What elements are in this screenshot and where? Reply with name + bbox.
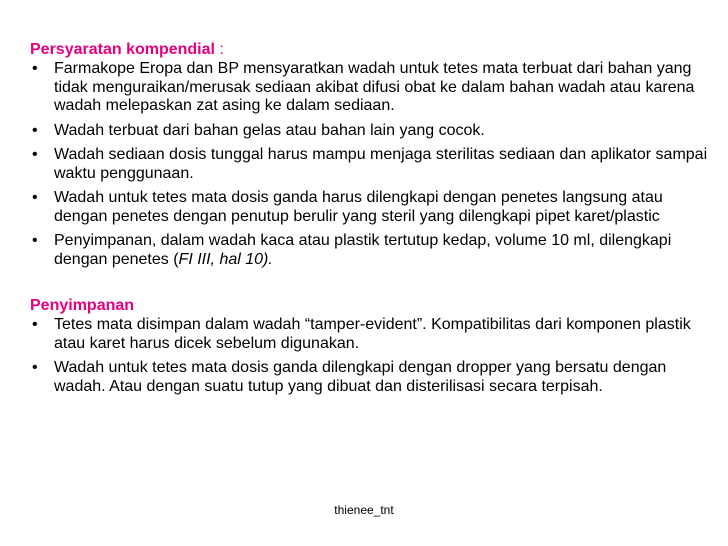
list-item-text: Wadah sediaan dosis tunggal harus mampu menjaga sterilitas sediaan dan aplikator sampai waktu penggunaan. — [54, 146, 708, 182]
footer-credit: thienee_tnt — [334, 503, 394, 517]
bullet-icon: • — [32, 121, 38, 139]
list-item — [30, 60, 710, 116]
bullet-icon: • — [32, 146, 38, 163]
bullet-icon: • — [32, 232, 38, 249]
slide-content — [30, 39, 710, 402]
persyaratan-list — [30, 60, 710, 269]
list-item — [30, 122, 710, 141]
list-item-text: Wadah untuk tetes mata dosis ganda dilengkapi dengan dropper yang bersatu dengan wadah. Atau dengan suatu tutup yang dibuat dan disterilisasi secara terpisah. — [54, 359, 667, 395]
bullet-icon: • — [32, 359, 38, 376]
list-item — [30, 146, 710, 183]
penyimpanan-list — [30, 316, 710, 396]
list-item-text: Wadah terbuat dari bahan gelas atau bahan lain yang cocok. — [54, 121, 485, 139]
bullet-icon: • — [32, 189, 38, 206]
list-item — [30, 316, 710, 353]
section-heading-text: Persyaratan kompendial — [30, 41, 215, 58]
section-heading-colon: : — [214, 41, 224, 58]
list-item-text: Wadah untuk tetes mata dosis ganda harus dilengkapi dengan penetes langsung atau dengan penetes dengan penutup berulir yang steril yang dilengkapi pipet karet/plastic — [54, 189, 663, 225]
section-heading-penyimpanan: Penyimpanan — [30, 297, 135, 314]
section-spacer — [30, 275, 710, 295]
list-item-text: Tetes mata disimpan dalam wadah “tamper-evident”. Kompatibilitas dari komponen plastik atau karet harus dicek sebelum digunakan. — [54, 316, 691, 352]
citation-text: FI III, hal 10). — [178, 250, 273, 268]
list-item-text: Farmakope Eropa dan BP mensyaratkan wadah untuk tetes mata terbuat dari bahan yang tidak menguraikan/merusak sediaan akibat difusi obat ke dalam bahan wadah atau karena wadah melepaskan zat asing ke dalam sediaan. — [54, 60, 695, 114]
list-item — [30, 189, 710, 226]
list-item-text: Penyimpanan, dalam wadah kaca atau plastik tertutup kedap, volume 10 ml, dilengkapi dengan penetes ( — [54, 232, 672, 268]
bullet-icon: • — [32, 316, 38, 333]
section-heading-persyaratan — [30, 39, 710, 60]
list-item — [30, 359, 710, 396]
bullet-icon: • — [32, 60, 38, 77]
list-item — [30, 232, 710, 269]
